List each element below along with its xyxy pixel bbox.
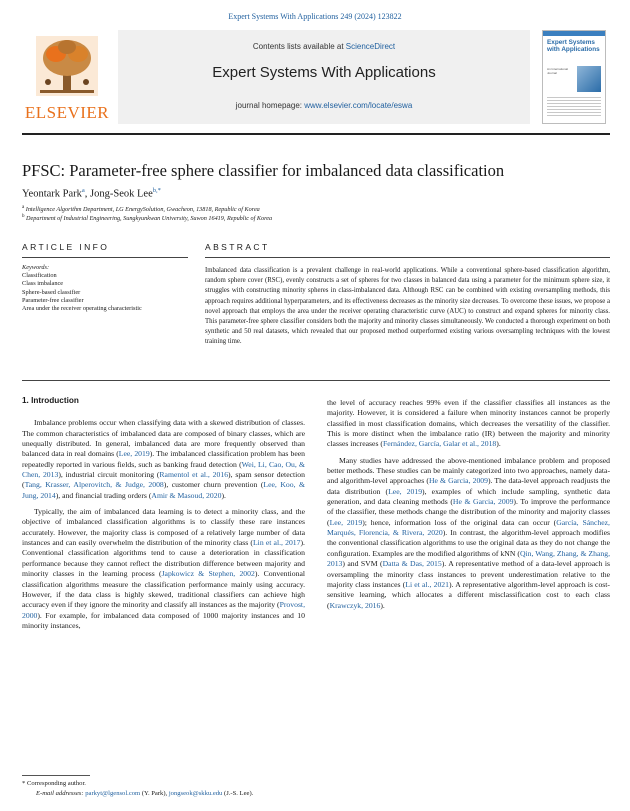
citation-link[interactable]: Japkowicz & Stephen, 2002 [161, 569, 255, 579]
citation-link[interactable]: He & Garcia, 2009 [428, 476, 488, 486]
cover-band [543, 31, 605, 36]
text-run: the level of accuracy reaches 99% even if the classifier classifies all instances as the majority. However, it is considered a failure when minority instances cannot be properly classified in most classification domains, which decreases the versatility of the classifier. This is more distinct when the imbalance ratio (IR) between the majority and minority classes increases ( [327, 398, 610, 449]
citation-link[interactable]: He & Garcia, 2009 [452, 497, 514, 507]
citation-link[interactable]: Lee, 2019 [388, 486, 423, 496]
body-paragraph [22, 507, 305, 631]
text-run: ). [221, 490, 226, 500]
cover-artwork [577, 66, 601, 92]
email-link[interactable]: parkyt@lgensol.com [85, 790, 141, 797]
body-column-right [327, 398, 610, 617]
citation-link[interactable]: Lee, 2019 [118, 449, 150, 459]
corresponding-text: Corresponding author. [26, 780, 86, 787]
text-run: ); hence, information loss of the original data can occur ( [362, 517, 557, 527]
text-run: ). The imbalanced classification problem has been repeatedly reported in various fields, such as banking fraud detection ( [22, 449, 305, 469]
footnote-divider [22, 775, 90, 776]
body-paragraph [327, 398, 610, 450]
keywords-label: Keywords: [22, 264, 50, 271]
text-run: Many studies have addressed the above-mentioned imbalance problem and proposed better methods. These studies can be mainly categorized into two approaches, namely data- and algorithm-level approaches ( [327, 455, 610, 486]
affiliation-a [22, 205, 260, 213]
email-label: E-mail addresses: [36, 790, 84, 797]
keyword-item: Parameter-free classifier [22, 296, 84, 304]
affiliation-marker: b [22, 214, 25, 219]
text-run: ), spam sensor detection ( [22, 470, 305, 490]
keyword-item: Area under the receiver operating characteristic [22, 305, 142, 313]
contents-line [118, 42, 530, 51]
text-run: ). To improve the performance of the classifier, these methods change the distribution of the minority and majority classes ( [327, 497, 610, 527]
citation-link[interactable]: Ramentol et al., 2016 [159, 470, 229, 480]
text-run: ), industrial circuit monitoring ( [58, 470, 160, 480]
text-run: ). A representative method of a data-level approach is oversampling the minority class instances to prevent underestimation relative to the majority class instances ( [327, 559, 610, 589]
journal-header [22, 30, 610, 128]
contents-prefix: Contents lists available at [252, 42, 344, 51]
text-run: ). A representative algorithm-level approach is cost-sensitive learning, which allocates a different misclassification cost to each class ( [327, 579, 610, 610]
keyword-item: Classification [22, 272, 57, 280]
text-run: ), examples of which include sampling, synthetic data generation, and data cleaning methods ( [327, 486, 610, 507]
citation-link[interactable]: Lee, Koo, & Jung, 2014 [22, 480, 305, 500]
affiliation-marker[interactable]: b,* [152, 187, 161, 194]
text-run: Typically, the aim of imbalanced data learning is to detect a minority class, and the objective of imbalanced classification algorithms is to classify these rare instances accurately. However, the majority class is composed of a relatively large number of data instances and can easily overwhelm the distribution of the minority class ( [22, 507, 305, 548]
citation-link[interactable]: Li et al., 2021 [405, 579, 449, 589]
affiliation-text: Intelligence Algorithm Department, LG EnergySolution, Gwacheon, 13818, Republic of Korea [25, 206, 260, 214]
author-list [22, 187, 161, 200]
author-separator: , [84, 188, 91, 200]
cover-subtitle: An International Journal [547, 67, 569, 75]
keyword-item: Sphere-based classifier [22, 288, 81, 296]
journal-homepage [118, 101, 530, 110]
keyword-item: Class imbalance [22, 280, 64, 288]
citation-link[interactable]: Krawczyk, 2016 [329, 600, 381, 610]
email-line [36, 790, 253, 797]
homepage-prefix: journal homepage: [235, 101, 302, 110]
article-info-heading: ARTICLE INFO [22, 242, 188, 258]
text-run: ). The data-level approach readjusts the data distribution ( [327, 476, 610, 496]
abstract-divider [22, 380, 610, 381]
text-run: Imbalance problems occur when classifying data with a skewed distribution of classes. The common characteristics of imbalanced data are composed of binary classes, which are unequally distributed. In general, imbalanced data are more frequently observed than balanced data in real domains ( [22, 418, 305, 459]
abstract-heading: ABSTRACT [205, 242, 610, 258]
text-run: ) and SVM ( [342, 559, 383, 569]
citation-link[interactable]: Amir & Masoud, 2020 [151, 490, 222, 500]
citation-link[interactable]: Lee, 2019 [329, 517, 363, 527]
journal-title: Expert Systems With Applications [212, 64, 436, 81]
email-owner: (Y. Park), [140, 790, 169, 797]
citation-link[interactable]: Tang, Krasser, Alperovitch, & Judge, 2008 [24, 480, 164, 490]
citation-link[interactable]: Qin, Wang, Zhang, & Zhang, 2013 [327, 548, 610, 569]
corresponding-author-note [22, 780, 86, 787]
body-paragraph [22, 418, 305, 501]
elsevier-logo[interactable] [22, 30, 112, 128]
cover-text-lines [547, 97, 601, 117]
elsevier-tree-icon [36, 36, 98, 96]
text-run: ). For example, for imbalanced data composed of 1000 majority instances and 10 minority instances, [22, 610, 305, 630]
citation-link[interactable]: Datta & Das, 2015 [382, 559, 442, 569]
sciencedirect-link[interactable]: ScienceDirect [345, 42, 396, 51]
keywords-block [22, 264, 192, 313]
citation-link[interactable]: García, Sánchez, Marqués, Florencia, & Rivera, 2020 [327, 517, 610, 538]
footnote-marker: * [22, 780, 26, 787]
email-owner: (J.-S. Lee). [222, 790, 254, 797]
cover-title: Expert Systems with Applications [547, 39, 600, 53]
citation-link[interactable]: Wei, Li, Cao, Ou, & Chen, 2013 [22, 459, 306, 480]
header-divider [22, 133, 610, 135]
journal-cover-image[interactable] [542, 30, 606, 124]
homepage-link[interactable]: www.elsevier.com/locate/eswa [304, 101, 413, 110]
abstract-text: Imbalanced data classification is a prevalent challenge in real-world applications. While a conventional sphere-based classification algorithm, random sphere cover (RSC), evenly constructs a set of spheres for two classes in balanced data using a parameter for the minimum sphere size, it struggles with constructing minority spheres in class-imbalanced data. Although RSC can be combined with existing oversampling methods, this approach requires additional hyperparameters, and its effectiveness decreases as the minority size decreases. To overcome these issues, we propose a novel approach that employs the area under the receiver operating characteristic curve (AUC) to construct and expand spheres for minority class. This parameter-free sphere classifier considers both the majority and minority classes simultaneously. We conducted a thorough experiment on both synthetic and 50 real datasets, which revealed that our proposed method outperformed existing various oversampling techniques with the lowest training time. [205, 267, 610, 346]
publisher-name: ELSEVIER [24, 103, 110, 122]
affiliation-b [22, 214, 272, 222]
citation-link[interactable]: Fernández, García, Galar et al., 2018 [382, 439, 497, 449]
text-run: ). Conventional classification algorithms measure the classification performance mainly using accuracy. However, if the data class is highly skewed, traditional classifiers can achieve high accuracy even if they ignore the minority and classify all instances as the majority ( [22, 569, 306, 610]
body-column-left [22, 396, 305, 637]
text-run: ), customer churn prevention ( [163, 480, 264, 490]
affiliation-text: Department of Industrial Engineering, Sungkyunkwan University, Suwon 16419, Republic of Korea [26, 215, 273, 223]
body-paragraph [327, 456, 610, 611]
article-title: PFSC: Parameter-free sphere classifier for imbalanced data classification [22, 161, 505, 180]
journal-banner [118, 30, 530, 124]
email-link[interactable]: jongseok@skku.edu [168, 790, 223, 797]
journal-reference[interactable]: Expert Systems With Applications 249 (2024) 123822 [228, 12, 402, 21]
text-run: ), and financial trading orders ( [55, 490, 152, 500]
text-run: ). In contrast, the algorithm-level approach modifies the conventional classification algorithms to use the original data as they do not change the configuration. Examples are the modified algorithms of kNN ( [327, 528, 611, 558]
text-run: ). [496, 439, 501, 449]
text-run: ). Conventional classification algorithms tend to cause a deterioration in classification performance because they cannot reflect the distribution difference between majority and minority classes in the learning process ( [22, 538, 305, 579]
citation-link[interactable]: Lin et al., 2017 [252, 538, 301, 548]
author-name[interactable]: Yeontark Park [22, 188, 82, 200]
text-run: ). [380, 600, 385, 610]
author-name[interactable]: Jong-Seok Lee [90, 188, 153, 200]
citation-link[interactable]: Provost, 2000 [22, 600, 305, 620]
affiliation-marker: a [22, 205, 25, 210]
affiliation-marker[interactable]: a [81, 187, 85, 194]
section-heading: 1. Introduction [22, 396, 79, 405]
